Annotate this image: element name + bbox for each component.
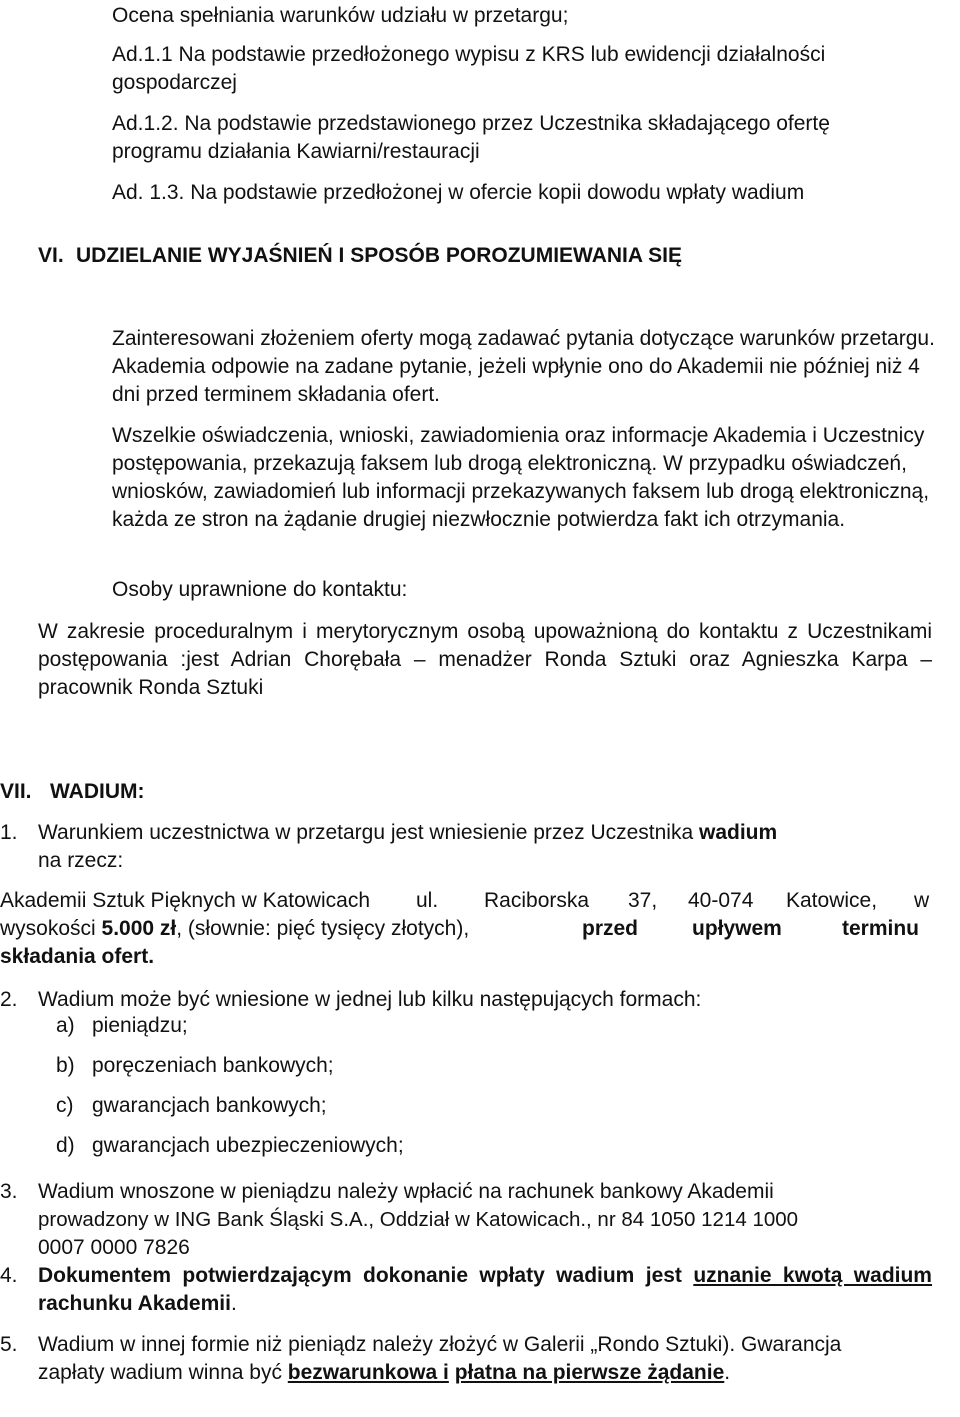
amount-value: 5.000 zł xyxy=(101,917,177,940)
section-6-paragraph-1: Zainteresowani złożeniem oferty mogą zadawać pytania dotyczące warunków przetargu. Akademia odpowie na zadane pytanie, jeżeli wpłynie ono do Akademii nie później niż 4 dni przed terminem składania ofert. xyxy=(112,327,935,406)
item-1-wadium: wadium xyxy=(698,821,778,844)
form-d-letter: d) xyxy=(56,1134,75,1157)
item-3-line-1: Wadium wnoszone w pieniądzu należy wpłacić na rachunek bankowy Akademii xyxy=(38,1180,774,1203)
item-4-text-a: Dokumentem potwierdzającym dokonanie wpłaty wadium jest xyxy=(38,1264,694,1287)
item-2-number: 2. xyxy=(0,988,18,1011)
item-1-text xyxy=(38,819,932,875)
item-5-platna: płatna na pierwsze żądanie xyxy=(454,1361,725,1384)
form-a-letter: a) xyxy=(56,1014,75,1037)
amount-text xyxy=(0,917,469,941)
item-1-text-a: Warunkiem uczestnictwa w przetargu jest wniesienie przez Uczestnika xyxy=(38,821,699,844)
form-d-text: gwarancjach ubezpieczeniowych; xyxy=(92,1134,404,1157)
section-6-paragraph-2: Wszelkie oświadczenia, wnioski, zawiadomienia oraz informacje Akademia i Uczestnicy postępowania, przekazują faksem lub drogą elektroniczną. W przypadku oświadczeń, wniosków, zawiadomień lub informacji przekazywanych faksem lub drogą elektroniczną, każda ze stron na żądanie drugiej niezwłocznie potwierdza fakt ich otrzymania. xyxy=(112,424,930,531)
contacts-text: W zakresie proceduralnym i merytorycznym osobą upoważnioną do kontaktu z Uczestnikami postępowania :jest Adrian Chorębała – menadżer Ronda Sztuki oraz Agnieszka Karpa – pracownik Ronda Sztuki xyxy=(38,620,932,699)
amount-uplywem: upływem xyxy=(692,917,782,940)
item-4-period: . xyxy=(230,1292,237,1315)
item-4-uznanie: uznanie kwotą wadium xyxy=(693,1264,932,1287)
intro-line: Ocena spełniania warunków udziału w przetargu; xyxy=(112,4,569,27)
amount-deadline: składania ofert. xyxy=(0,945,155,968)
form-c-letter: c) xyxy=(56,1094,74,1117)
item-4-text xyxy=(38,1262,932,1318)
form-b-letter: b) xyxy=(56,1054,75,1077)
section-7-title: WADIUM: xyxy=(50,780,145,803)
section-6-title: UDZIELANIE WYJAŚNIEŃ I SPOSÓB POROZUMIEWANIA SIĘ xyxy=(76,244,682,267)
item-3-line-3: 0007 0000 7826 xyxy=(38,1236,190,1259)
form-b-text: poręczeniach bankowych; xyxy=(92,1054,334,1077)
item-3-line-2: prowadzony w ING Bank Śląski S.A., Oddział w Katowicach., nr 84 1050 1214 1000 xyxy=(38,1208,799,1231)
item-5-bezwarunkowa: bezwarunkowa i xyxy=(287,1361,449,1384)
contacts-label: Osoby uprawnione do kontaktu: xyxy=(112,578,408,601)
item-1-number: 1. xyxy=(0,821,18,844)
amount-przed: przed xyxy=(582,917,639,940)
item-4-number: 4. xyxy=(0,1264,18,1287)
section-6-number: VI. xyxy=(38,244,64,267)
item-5-period: . xyxy=(724,1361,731,1384)
item-5-text-a: Wadium w innej formie niż pieniądz należy złożyć w Galerii „Rondo Sztuki). Gwarancja zapłaty wadium winna być xyxy=(38,1333,842,1384)
address-postcode: 40-074 xyxy=(688,889,754,912)
amount-words: , (słownie: pięć tysięcy złotych), xyxy=(176,917,470,940)
form-c-text: gwarancjach bankowych; xyxy=(92,1094,327,1117)
item-1-text-c: na rzecz: xyxy=(38,849,124,872)
ad-1-2: Ad.1.2. Na podstawie przedstawionego przez Uczestnika składającego ofertę programu działania Kawiarni/restauracji xyxy=(112,112,830,163)
ad-1-3: Ad. 1.3. Na podstawie przedłożonej w ofercie kopii dowodu wpłaty wadium xyxy=(112,181,805,204)
address-city: Katowice, xyxy=(786,889,878,912)
address-ul: ul. xyxy=(416,889,439,912)
address-street: Raciborska xyxy=(484,889,590,912)
address-w: w xyxy=(914,889,930,912)
item-5-number: 5. xyxy=(0,1333,18,1356)
amount-wysokosci: wysokości xyxy=(0,917,102,940)
item-5-text xyxy=(38,1331,898,1387)
item-2-text: Wadium może być wniesione w jednej lub kilku następujących formach: xyxy=(38,988,702,1011)
item-3-number: 3. xyxy=(0,1180,18,1203)
form-a-text: pieniądzu; xyxy=(92,1014,188,1037)
amount-terminu: terminu xyxy=(842,917,920,940)
address-number: 37, xyxy=(628,889,658,912)
item-4-text-c: rachunku Akademii xyxy=(38,1292,231,1315)
section-7-number: VII. xyxy=(0,780,32,803)
address-academy: Akademii Sztuk Pięknych w Katowicach xyxy=(0,889,370,912)
ad-1-1: Ad.1.1 Na podstawie przedłożonego wypisu z KRS lub ewidencji działalności gospodarczej xyxy=(112,43,826,94)
